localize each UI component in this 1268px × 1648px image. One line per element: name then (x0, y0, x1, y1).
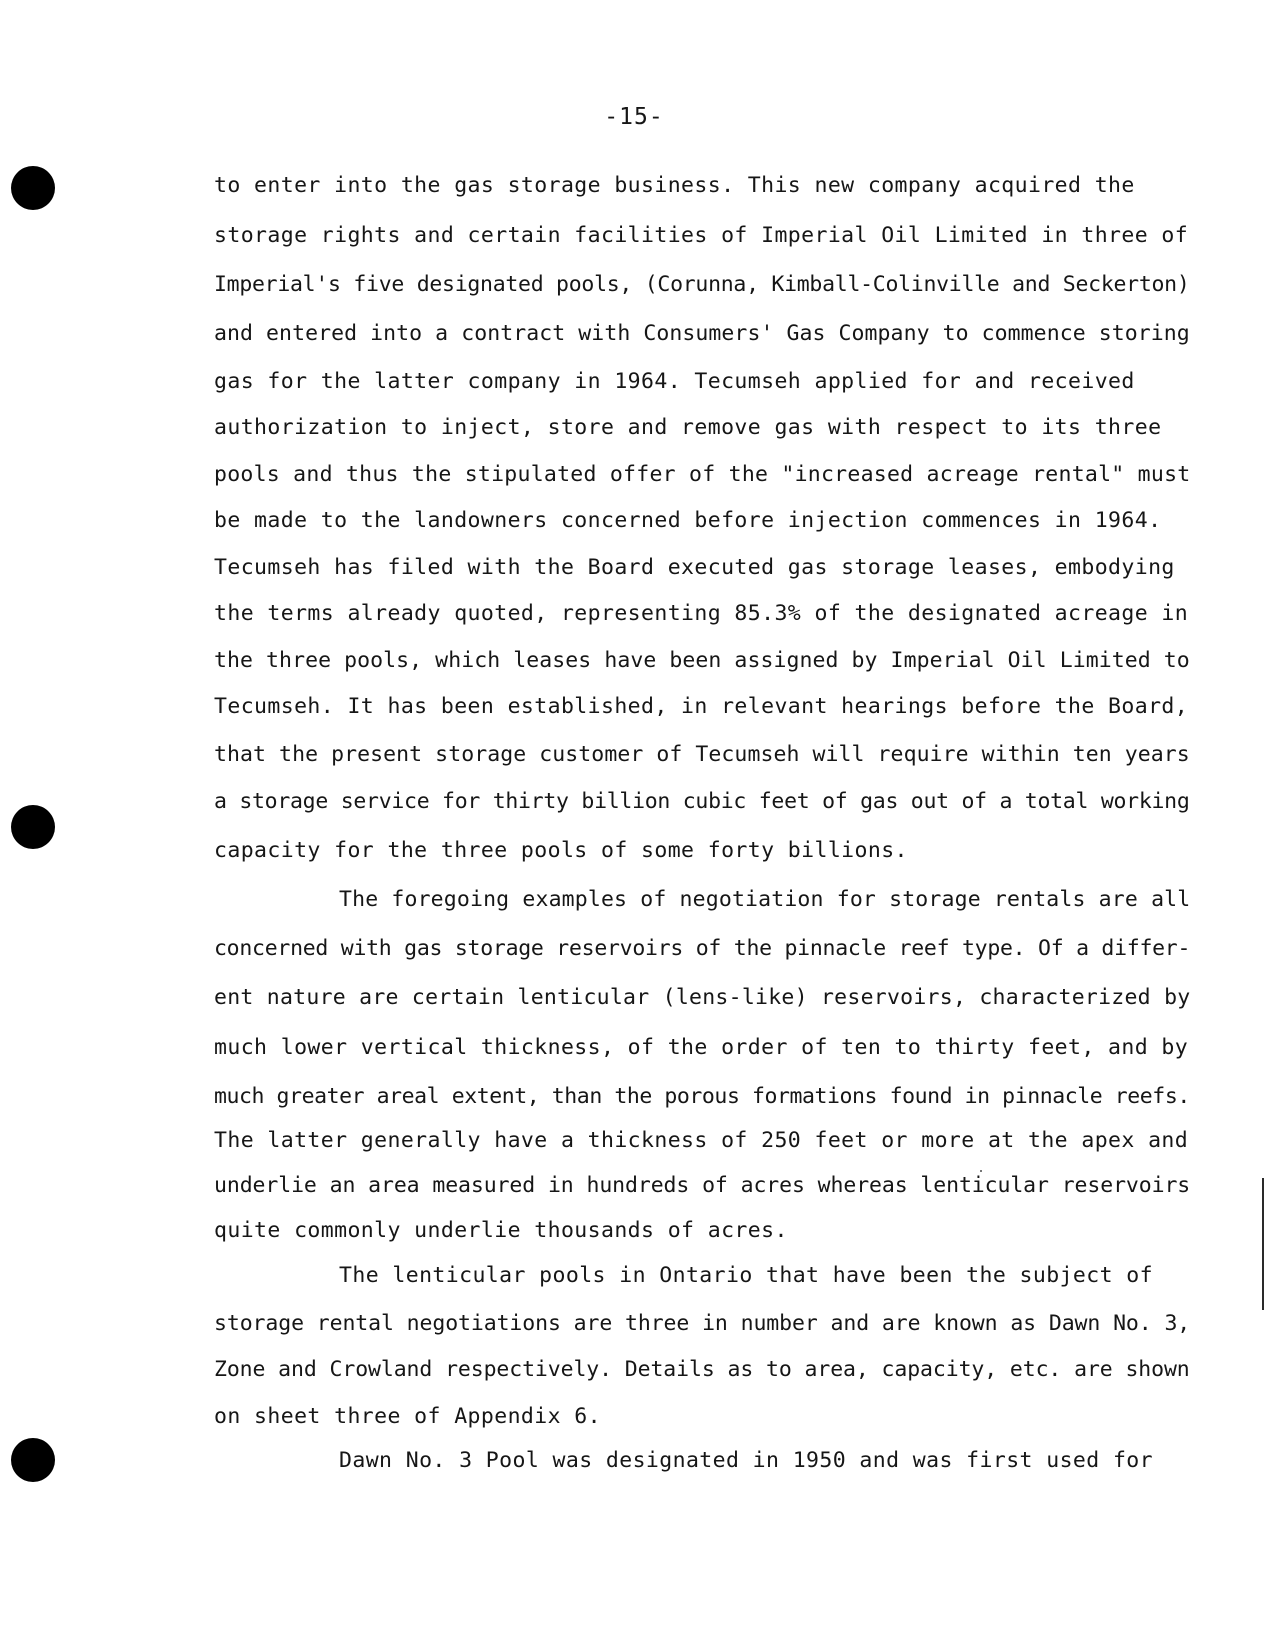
text-line: quite commonly underlie thousands of acres. (214, 1218, 788, 1243)
text-line: concerned with gas storage reservoirs of the pinnacle reef type. Of a differ- (214, 936, 1191, 961)
text-line: on sheet three of Appendix 6. (214, 1404, 601, 1429)
text-line: The latter generally have a thickness of 250 feet or more at the apex and (214, 1128, 1189, 1153)
text-line: authorization to inject, store and remove gas with respect to its three (214, 415, 1162, 440)
punch-hole (11, 1438, 55, 1482)
text-line: be made to the landowners concerned before injection commences in 1964. (214, 508, 1162, 533)
text-line: pools and thus the stipulated offer of the "increased acreage rental" must (214, 462, 1191, 487)
text-line: Tecumseh has filed with the Board executed gas storage leases, embodying (214, 555, 1175, 580)
text-line: storage rights and certain facilities of Imperial Oil Limited in three of (214, 223, 1189, 248)
text-line: the three pools, which leases have been assigned by Imperial Oil Limited to (214, 648, 1190, 673)
text-line: Zone and Crowland respectively. Details as to area, capacity, etc. are shown (214, 1357, 1190, 1382)
scan-edge-mark (1262, 1178, 1264, 1310)
text-line: that the present storage customer of Tecumseh will require within ten years (214, 742, 1190, 767)
punch-hole (11, 805, 55, 849)
text-line: gas for the latter company in 1964. Tecumseh applied for and received (214, 369, 1135, 394)
text-line: to enter into the gas storage business. This new company acquired the (214, 173, 1135, 198)
punch-hole (11, 166, 55, 210)
text-line: the terms already quoted, representing 85.3% of the designated acreage in (214, 601, 1189, 626)
text-line: Dawn No. 3 Pool was designated in 1950 and was first used for (339, 1448, 1153, 1473)
text-line: underlie an area measured in hundreds of acres whereas lenticular reservoirs (214, 1173, 1191, 1198)
text-line: a storage service for thirty billion cubic feet of gas out of a total working (214, 789, 1190, 814)
text-line: and entered into a contract with Consumers' Gas Company to commence storing (214, 321, 1190, 346)
text-line: storage rental negotiations are three in number and are known as Dawn No. 3, (214, 1311, 1191, 1336)
text-line: ent nature are certain lenticular (lens-like) reservoirs, characterized by (214, 985, 1191, 1010)
text-line: Imperial's five designated pools, (Corunna, Kimball-Colinville and Seckerton) (214, 272, 1190, 297)
text-line: capacity for the three pools of some forty billions. (214, 838, 908, 863)
text-line: much greater areal extent, than the porous formations found in pinnacle reefs. (214, 1084, 1190, 1109)
text-line: Tecumseh. It has been established, in relevant hearings before the Board, (214, 694, 1189, 719)
text-line: The foregoing examples of negotiation for storage rentals are all (339, 887, 1191, 912)
text-line: much lower vertical thickness, of the order of ten to thirty feet, and by (214, 1035, 1189, 1060)
text-line: The lenticular pools in Ontario that have been the subject of (339, 1263, 1153, 1288)
page-number: -15- (604, 104, 664, 130)
